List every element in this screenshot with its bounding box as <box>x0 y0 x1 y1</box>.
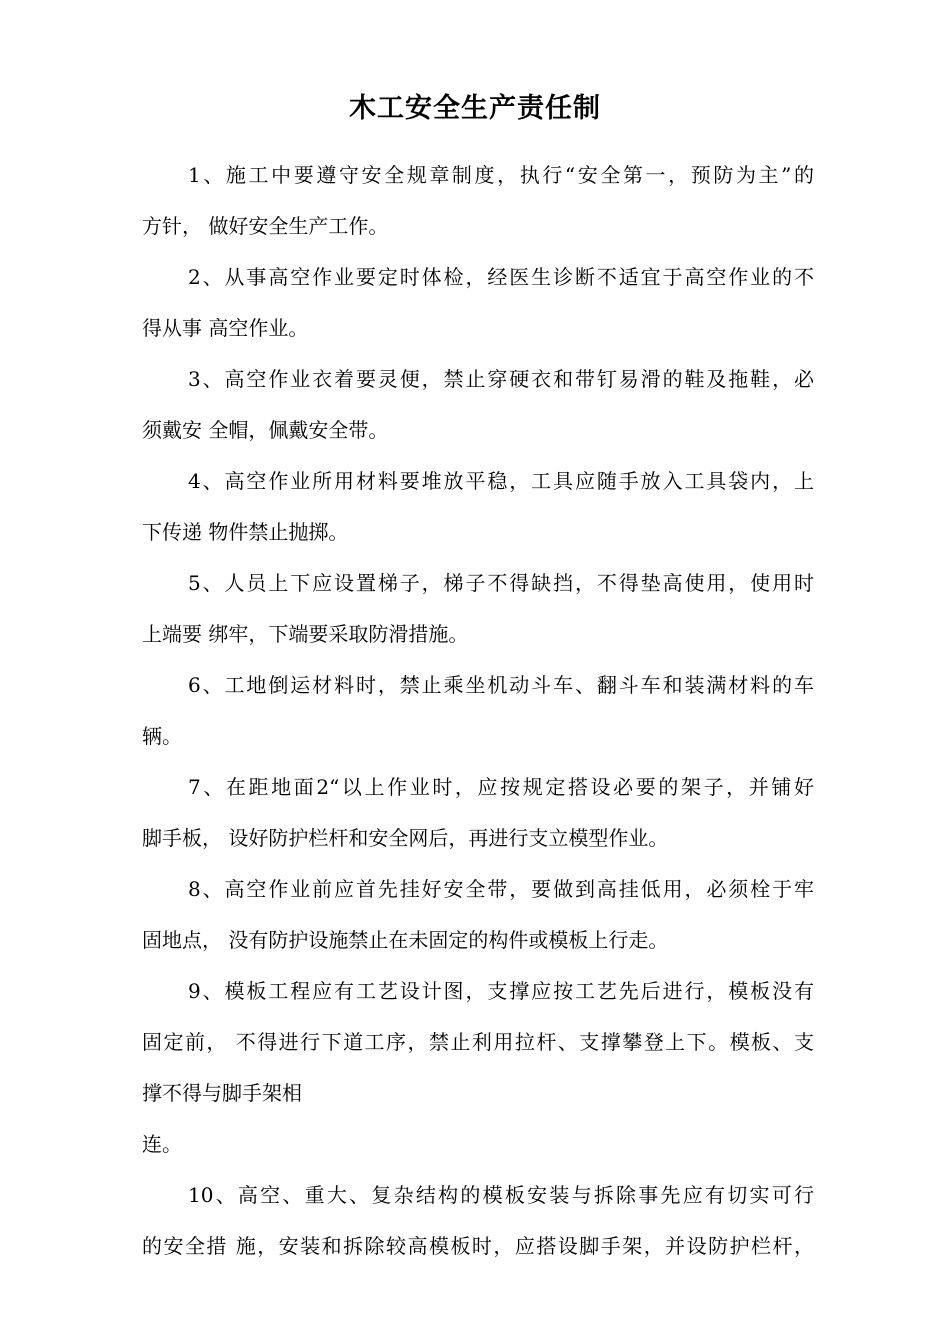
paragraph-5-line-1: 5、人员上下应设置梯子，梯子不得缺挡，不得垫高使用，使用时 <box>188 571 814 595</box>
paragraph-5-line-2: 上端要 绑牢，下端要采取防滑措施。 <box>142 622 469 646</box>
paragraph-6-line-2: 辆。 <box>142 724 182 748</box>
page-title: 木工安全生产责任制 <box>349 93 601 124</box>
paragraph-10-line-1: 10、高空、重大、复杂结构的模板安装与拆除事先应有切实可行 <box>188 1183 814 1207</box>
paragraph-4-line-1: 4、高空作业所用材料要堆放平稳，工具应随手放入工具袋内，上 <box>188 469 814 493</box>
paragraph-1-line-2: 方针， 做好安全生产工作。 <box>142 214 389 238</box>
paragraph-2-line-1: 2、从事高空作业要定时体检，经医生诊断不适宜于高空作业的不 <box>188 265 814 289</box>
paragraph-8-line-1: 8、高空作业前应首先挂好安全带，要做到高挂低用，必须栓于牢 <box>188 877 814 901</box>
paragraph-9-line-4: 连。 <box>142 1132 182 1156</box>
paragraph-4-line-2: 下传递 物件禁止抛掷。 <box>142 520 349 544</box>
paragraph-10-line-2: 的安全措 施，安装和拆除较高模板时，应搭设脚手架，并设防护栏杆， <box>142 1234 814 1258</box>
paragraph-3-line-1: 3、高空作业衣着要灵便，禁止穿硬衣和带钉易滑的鞋及拖鞋，必 <box>188 367 814 391</box>
paragraph-7-line-2: 脚手板， 设好防护栏杆和安全网后，再进行支立模型作业。 <box>142 826 669 850</box>
paragraph-9-line-3: 撑不得与脚手架相 <box>142 1081 302 1105</box>
paragraph-7-line-1: 7、在距地面2“以上作业时，应按规定搭设必要的架子，并铺好 <box>188 775 814 799</box>
paragraph-9-line-2: 固定前， 不得进行下道工序，禁止利用拉杆、支撑攀登上下。模板、支 <box>142 1030 814 1054</box>
paragraph-1-line-1: 1、施工中要遵守安全规章制度，执行“安全第一，预防为主”的 <box>188 163 814 187</box>
paragraph-9-line-1: 9、模板工程应有工艺设计图，支撑应按工艺先后进行，模板没有 <box>188 979 814 1003</box>
paragraph-6-line-1: 6、工地倒运材料时，禁止乘坐机动斗车、翻斗车和装满材料的车 <box>188 673 814 697</box>
document-body <box>142 150 814 1272</box>
paragraph-2-line-2: 得从事 高空作业。 <box>142 316 309 340</box>
paragraph-8-line-2: 固地点， 没有防护设施禁止在未固定的构件或模板上行走。 <box>142 928 669 952</box>
paragraph-3-line-2: 须戴安 全帽，佩戴安全带。 <box>142 418 389 442</box>
